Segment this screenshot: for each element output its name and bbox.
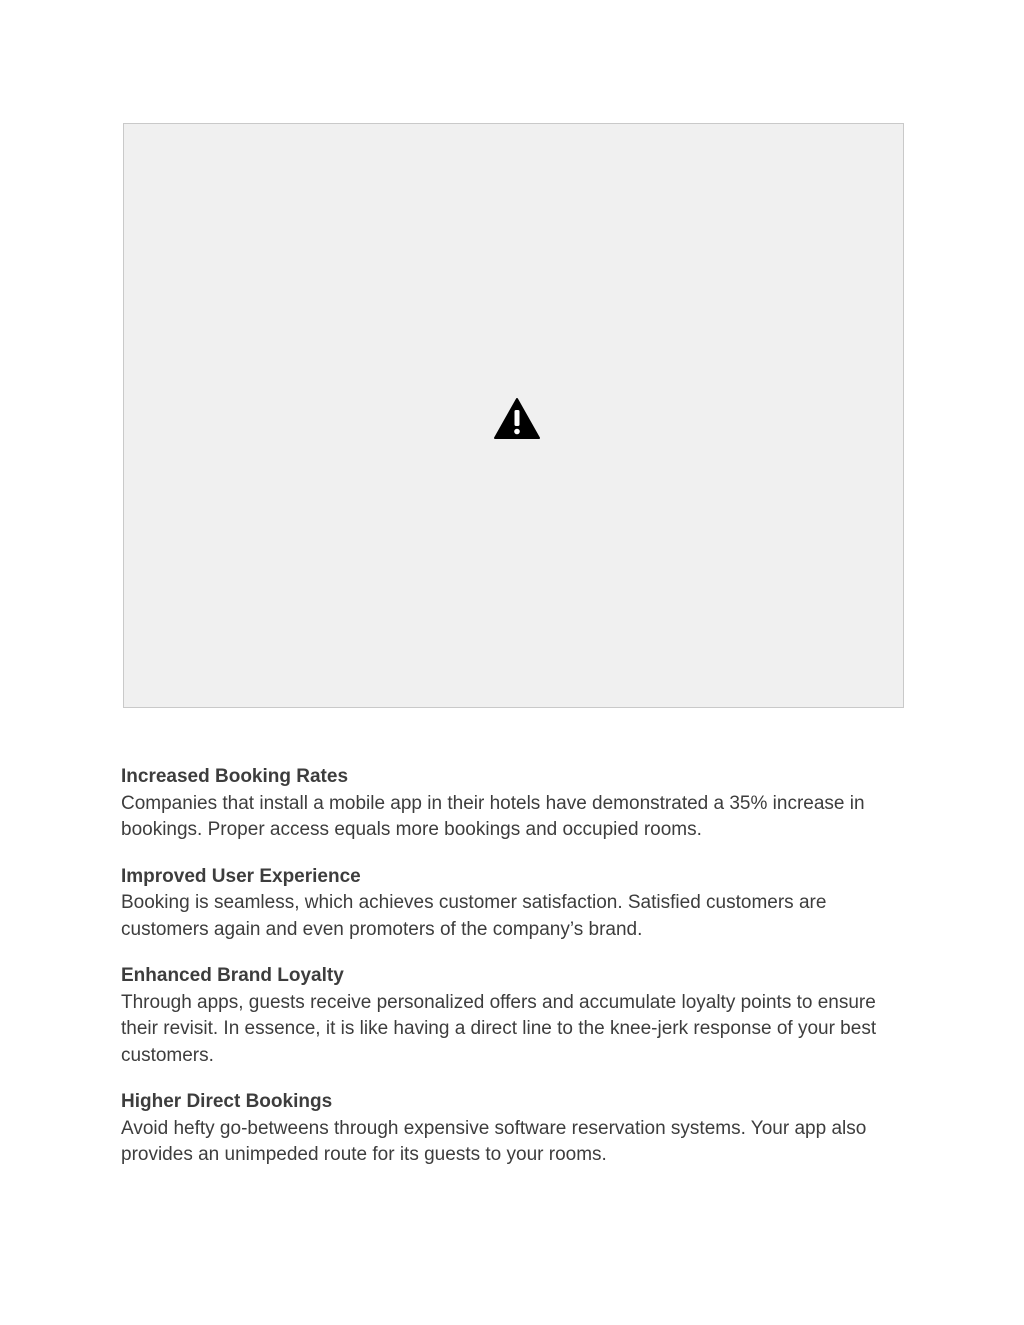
section-heading: Increased Booking Rates [121,766,349,787]
section-body: Avoid hefty go-betweens through expensive software reservation systems. Your app also provides an unimpeded route for its guests to your rooms. [121,1117,867,1165]
benefits-list [121,764,911,1189]
benefit-section [121,764,911,844]
section-heading: Improved User Experience [121,865,361,887]
section-body: Companies that install a mobile app in their hotels have demonstrated a 35% increase in bookings. Proper access equals more bookings and occupied rooms. [121,792,865,840]
warning-triangle-icon [493,397,541,440]
section-heading: Higher Direct Bookings [121,1091,333,1112]
benefit-section [121,963,911,1069]
section-heading: Enhanced Brand Loyalty [121,965,344,986]
section-body: Through apps, guests receive personalized offers and accumulate loyalty points to ensure their revisit. In essence, it is like having a direct line to the knee-jerk response of your best customers. [121,991,877,1066]
section-body: Booking is seamless, which achieves customer satisfaction. Satisfied customers are customers again and even promoters of the company’s brand. [121,892,827,940]
benefit-section [121,1089,911,1169]
broken-image-placeholder [123,123,904,708]
benefit-section [121,864,911,944]
